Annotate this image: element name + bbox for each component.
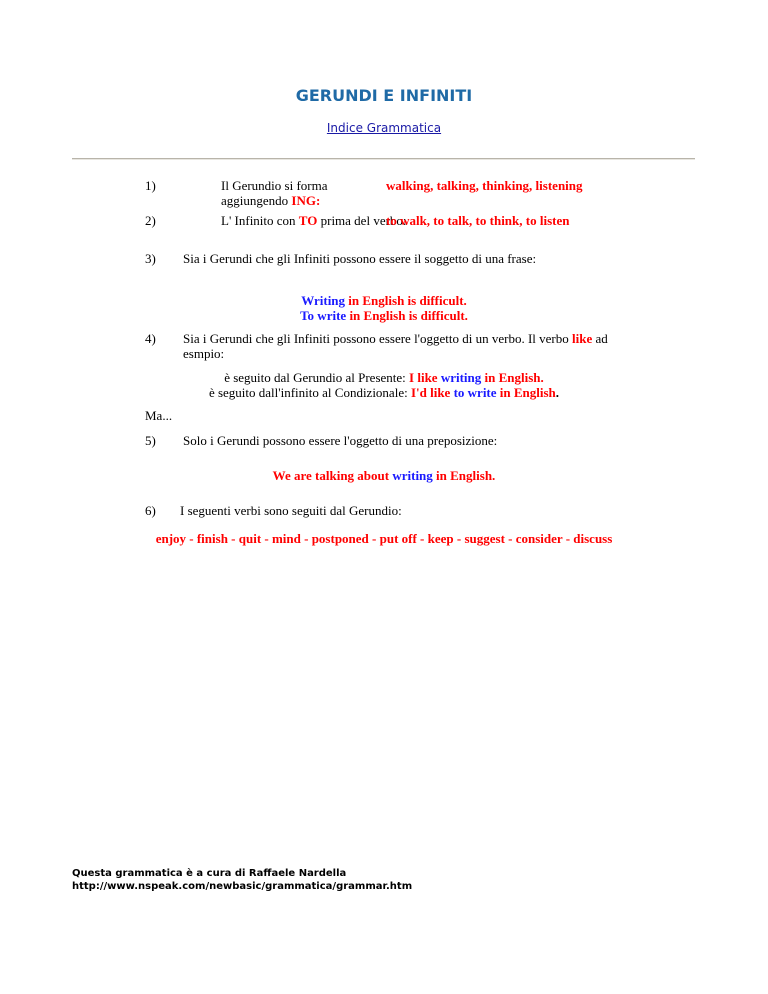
item-3-example-2: To write in English is difficult. [300,308,468,323]
item-number-1: 1) [145,178,156,193]
item-4-examples [0,370,768,400]
footer-author: Questa grammatica è a cura di Raffaele Nardella [72,868,347,879]
footer-credits [72,867,412,893]
gerund-verbs-list: enjoy - finish - quit - mind - postponed - put off - keep - suggest - consider - discuss [155,531,613,546]
horizontal-divider [72,158,695,160]
index-link[interactable]: Indice Grammatica [326,121,442,135]
item-6-text: I seguenti verbi sono seguiti dal Gerundio: [180,503,402,518]
item-2-example: to walk, to talk, to think, to listen [386,213,570,228]
item-number-2: 2) [145,213,156,228]
item-1-text: Il Gerundio si forma aggiungendo ING: [221,178,328,208]
item-3-example-1: Writing in English is difficult. [301,293,467,308]
item-5-example: We are talking about writing in English. [272,468,496,483]
item-1-example: walking, talking, thinking, listening [386,178,583,193]
item-5-text: Solo i Gerundi possono essere l'oggetto di una preposizione: [183,433,498,448]
item-4-example-1: è seguito dal Gerundio al Presente: I like writing in English. [224,370,544,385]
item-2-text: L' Infinito con TO prima del verbo: [221,213,407,228]
item-number-3: 3) [145,251,156,266]
item-4-text: Sia i Gerundi che gli Infiniti possono essere l'oggetto di un verbo. Il verbo like ad esmpio: [183,331,608,361]
item-number-6: 6) [145,503,156,518]
page-title: GERUNDI E INFINITI [295,86,473,105]
item-number-4: 4) [145,331,156,346]
item-number-5: 5) [145,433,156,448]
item-4-example-2: è seguito dall'infinito al Condizionale: I'd like to write in English. [208,385,560,400]
item-3-examples [0,293,768,323]
item-3-text: Sia i Gerundi che gli Infiniti possono essere il soggetto di una frase: [183,251,537,266]
transition-text: Ma... [145,408,173,423]
footer-url: http://www.nspeak.com/newbasic/grammatica/grammar.htm [72,881,413,892]
